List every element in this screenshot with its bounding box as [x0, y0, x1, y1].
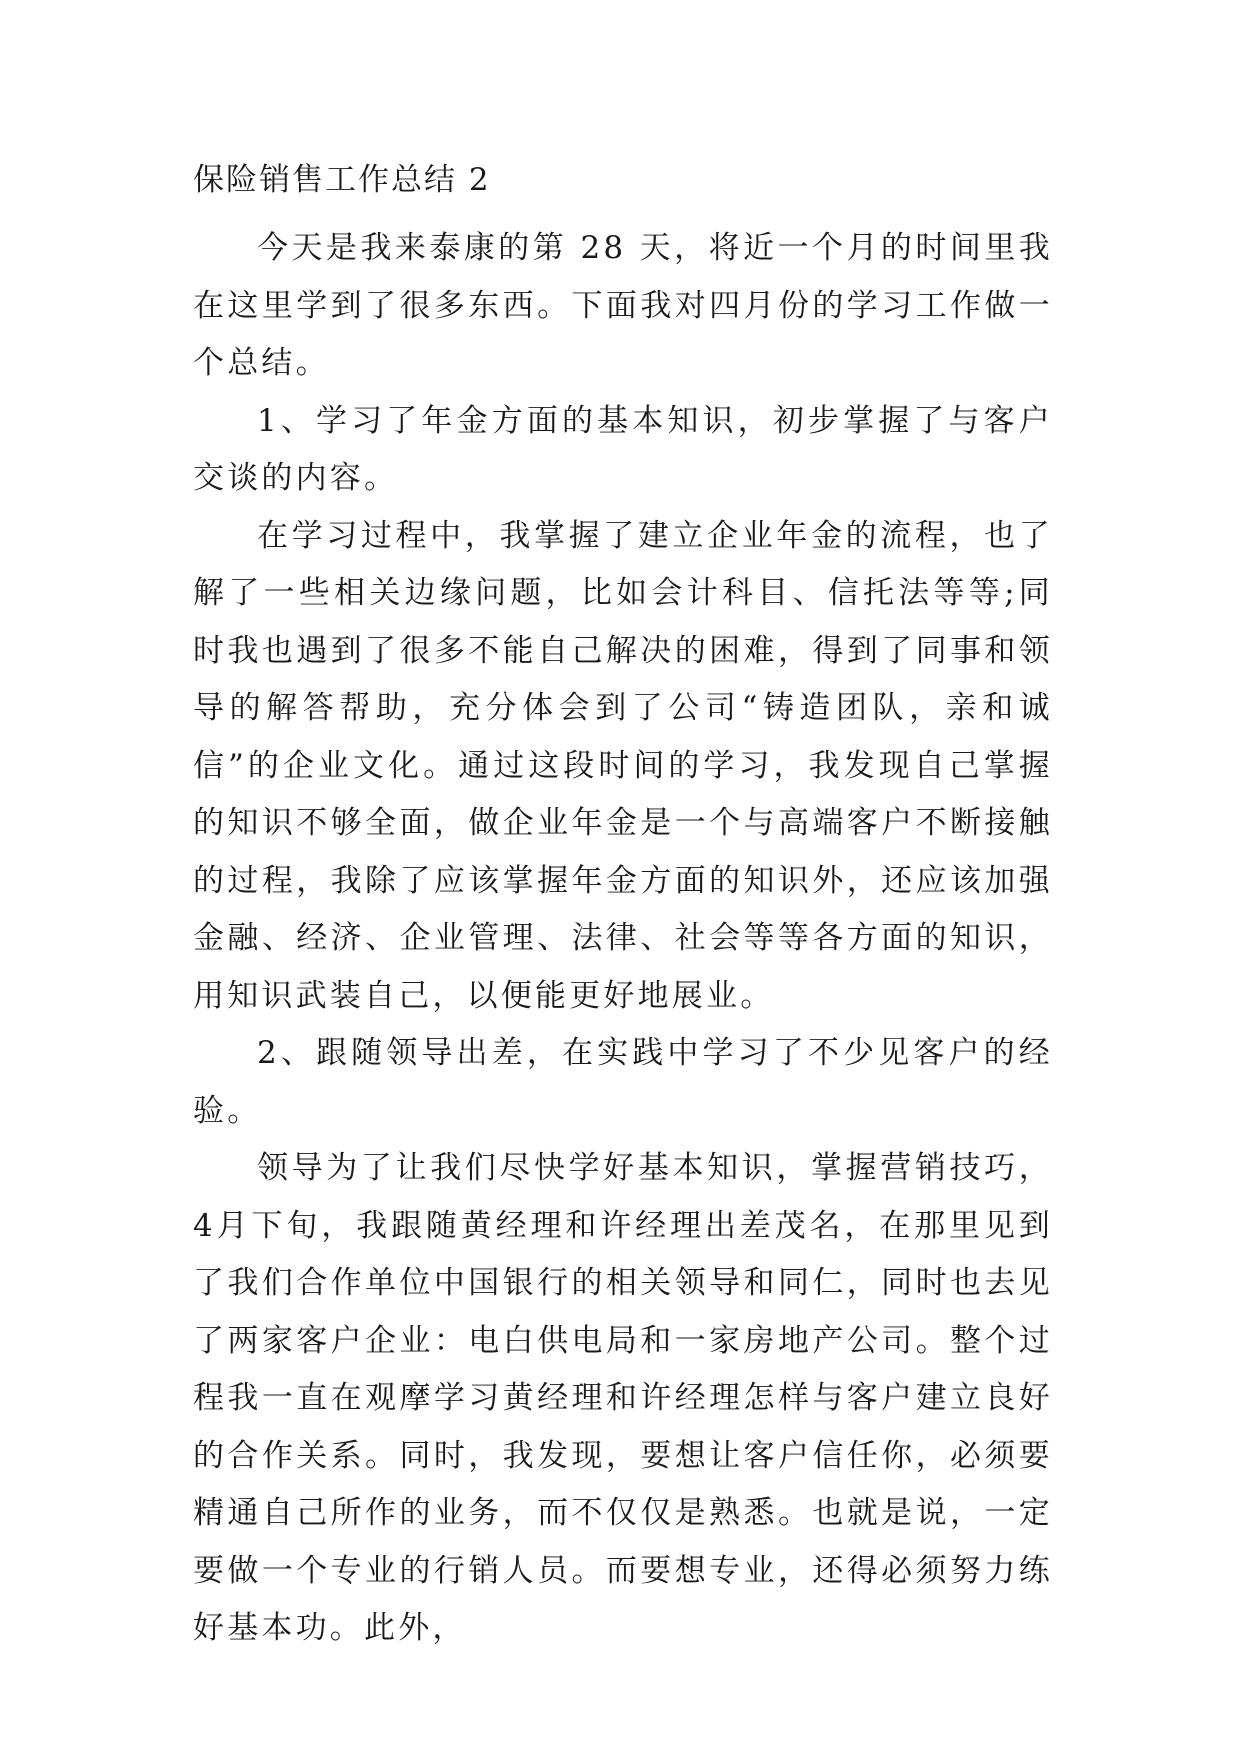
document-title: 保险销售工作总结 2 — [193, 162, 491, 198]
document-body — [193, 160, 1053, 1658]
paragraph-point-1: 1、学习了年金方面的基本知识，初步掌握了与客户交谈的内容。 — [193, 402, 1053, 496]
paragraph-point-2-detail: 领导为了让我们尽快学好基本知识，掌握营销技巧，4月下旬，我跟随黄经理和许经理出差茂名，在那里见到了我们合作单位中国银行的相关领导和同仁，同时也去见了两家客户企业：电白供电局和一家房地产公司。整个过程我一直在观摩学习黄经理和许经理怎样与客户建立良好的合作关系。同时，我发现，要想让客户信任你，必须要精通自己所作的业务，而不仅仅是熟悉。也就是说，一定要做一个专业的行销人员。而要想专业，还得必须努力练好基本功。此外， — [193, 1150, 1053, 1646]
paragraph-intro: 今天是我来泰康的第 28 天，将近一个月的时间里我在这里学到了很多东西。下面我对四月份的学习工作做一个总结。 — [193, 230, 1053, 381]
paragraph-point-1-detail: 在学习过程中，我掌握了建立企业年金的流程，也了解了一些相关边缘问题，比如会计科目、信托法等等;同时我也遇到了很多不能自己解决的困难，得到了同事和领导的解答帮助，充分体会到了公司“铸造团队，亲和诚信”的企业文化。通过这段时间的学习，我发现自己掌握的知识不够全面，做企业年金是一个与高端客户不断接触的过程，我除了应该掌握年金方面的知识外，还应该加强金融、经济、企业管理、法律、社会等等各方面的知识，用知识武装自己，以便能更好地展业。 — [193, 517, 1053, 1014]
paragraph-point-2: 2、跟随领导出差，在实践中学习了不少见客户的经验。 — [193, 1035, 1053, 1129]
